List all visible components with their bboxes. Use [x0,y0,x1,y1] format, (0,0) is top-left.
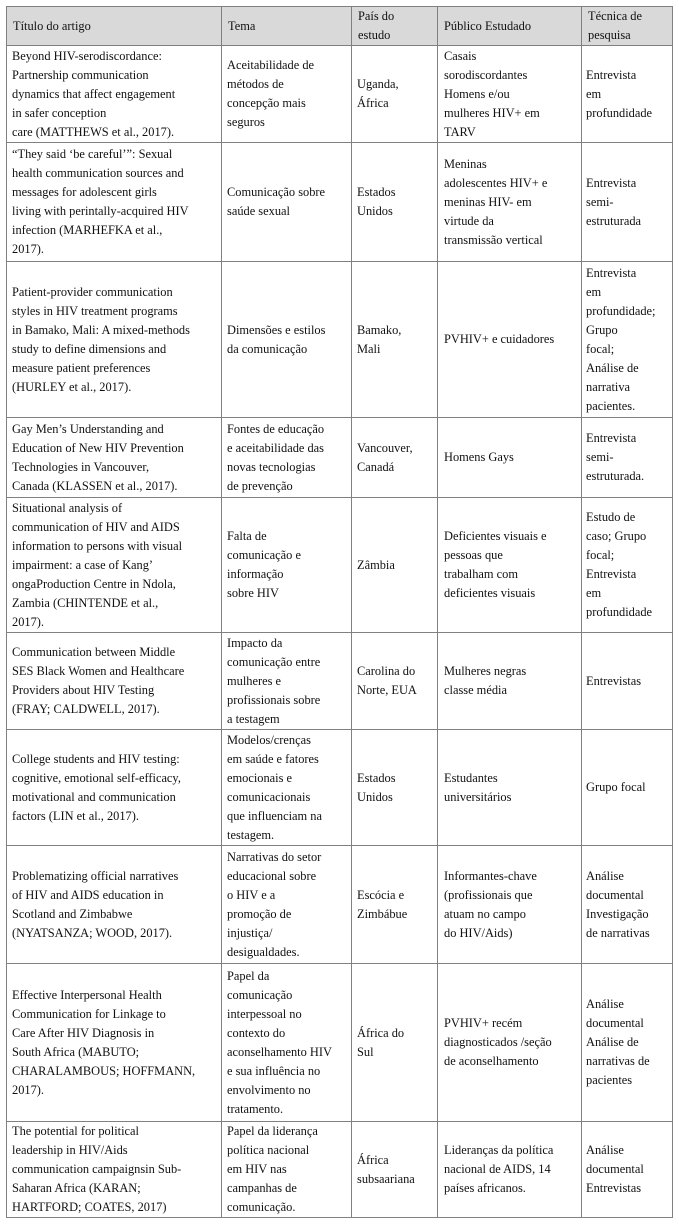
header-tecnica: Técnica de pesquisa [582,7,673,46]
cell-pais: África do Sul [352,964,438,1122]
cell-publico: Estudantes universitários [438,730,582,846]
cell-titulo: Effective Interpersonal Health Communication for Linkage to Care After HIV Diagnosis in South Africa (MABUTO; CHARALAMBOUS; HOFFMANN, 2017). [7,964,222,1122]
cell-tecnica: Entrevista em profundidade [582,46,673,143]
cell-publico: PVHIV+ e cuidadores [438,262,582,418]
table-row [7,846,673,964]
table-row [7,1122,673,1218]
articles-table [6,6,673,1218]
cell-tema: Papel da liderança política nacional em HIV nas campanhas de comunicação. [222,1122,352,1218]
cell-titulo: The potential for political leadership in HIV/Aids communication campaignsin Sub- Saharan Africa (KARAN; HARTFORD; COATES, 2017) [7,1122,222,1218]
table-row [7,964,673,1122]
cell-pais: Escócia e Zimbábue [352,846,438,964]
cell-pais: Estados Unidos [352,143,438,262]
cell-tema: Modelos/crenças em saúde e fatores emocionais e comunicacionais que influenciam na testagem. [222,730,352,846]
cell-tecnica: Análise documental Análise de narrativas de pacientes [582,964,673,1122]
cell-tema: Fontes de educação e aceitabilidade das novas tecnologias de prevenção [222,418,352,498]
cell-tecnica: Entrevista em profundidade; Grupo focal; Análise de narrativa pacientes. [582,262,673,418]
cell-publico: Informantes-chave (profissionais que atuam no campo do HIV/Aids) [438,846,582,964]
table-row [7,730,673,846]
cell-publico: Homens Gays [438,418,582,498]
cell-tema: Falta de comunicação e informação sobre HIV [222,498,352,633]
cell-titulo: “They said ‘be careful’”: Sexual health communication sources and messages for adolescent girls living with perintally-acquired HIV infection (MARHEFKA et al., 2017). [7,143,222,262]
table-row [7,46,673,143]
cell-publico: Casais sorodiscordantes Homens e/ou mulheres HIV+ em TARV [438,46,582,143]
header-pais: País do estudo [352,7,438,46]
cell-publico: Meninas adolescentes HIV+ e meninas HIV- em virtude da transmissão vertical [438,143,582,262]
table-row [7,143,673,262]
table-body [7,46,673,1218]
header-tema: Tema [222,7,352,46]
cell-publico: PVHIV+ recém diagnosticados /seção de aconselhamento [438,964,582,1122]
cell-titulo: Beyond HIV-serodiscordance: Partnership communication dynamics that affect engagement in safer conception care (MATTHEWS et al., 2017). [7,46,222,143]
cell-tema: Comunicação sobre saúde sexual [222,143,352,262]
cell-pais: Bamako, Mali [352,262,438,418]
table-row [7,262,673,418]
header-titulo: Título do artigo [7,7,222,46]
cell-titulo: Situational analysis of communication of HIV and AIDS information to persons with visual impairment: a case of Kang’ ongaProduction Centre in Ndola, Zambia (CHINTENDE et al., 2017). [7,498,222,633]
cell-publico: Lideranças da política nacional de AIDS, 14 países africanos. [438,1122,582,1218]
header-publico: Público Estudado [438,7,582,46]
cell-titulo: Communication between Middle SES Black Women and Healthcare Providers about HIV Testing (FRAY; CALDWELL, 2017). [7,633,222,730]
cell-tecnica: Entrevista semi- estruturada. [582,418,673,498]
table-row [7,498,673,633]
cell-titulo: Problematizing official narratives of HIV and AIDS education in Scotland and Zimbabwe (NYATSANZA; WOOD, 2017). [7,846,222,964]
cell-titulo: College students and HIV testing: cognitive, emotional self-efficacy, motivational and communication factors (LIN et al., 2017). [7,730,222,846]
cell-pais: Vancouver, Canadá [352,418,438,498]
cell-tema: Narrativas do setor educacional sobre o HIV e a promoção de injustiça/ desigualdades. [222,846,352,964]
header-row [7,7,673,46]
cell-tecnica: Estudo de caso; Grupo focal; Entrevista em profundidade [582,498,673,633]
cell-publico: Deficientes visuais e pessoas que trabalham com deficientes visuais [438,498,582,633]
cell-tema: Dimensões e estilos da comunicação [222,262,352,418]
cell-pais: Carolina do Norte, EUA [352,633,438,730]
cell-tecnica: Análise documental Entrevistas [582,1122,673,1218]
cell-tema: Aceitabilidade de métodos de concepção mais seguros [222,46,352,143]
cell-tecnica: Entrevistas [582,633,673,730]
cell-tema: Papel da comunicação interpessoal no contexto do aconselhamento HIV e sua influência no envolvimento no tratamento. [222,964,352,1122]
table-row [7,418,673,498]
cell-pais: Zâmbia [352,498,438,633]
cell-tecnica: Análise documental Investigação de narrativas [582,846,673,964]
cell-titulo: Patient-provider communication styles in HIV treatment programs in Bamako, Mali: A mixed-methods study to define dimensions and measure patient preferences (HURLEY et al., 2017). [7,262,222,418]
cell-publico: Mulheres negras classe média [438,633,582,730]
cell-tecnica: Entrevista semi- estruturada [582,143,673,262]
cell-pais: Estados Unidos [352,730,438,846]
cell-titulo: Gay Men’s Understanding and Education of New HIV Prevention Technologies in Vancouver, Canada (KLASSEN et al., 2017). [7,418,222,498]
table-row [7,633,673,730]
cell-pais: África subsaariana [352,1122,438,1218]
cell-tema: Impacto da comunicação entre mulheres e profissionais sobre a testagem [222,633,352,730]
cell-pais: Uganda, África [352,46,438,143]
cell-tecnica: Grupo focal [582,730,673,846]
